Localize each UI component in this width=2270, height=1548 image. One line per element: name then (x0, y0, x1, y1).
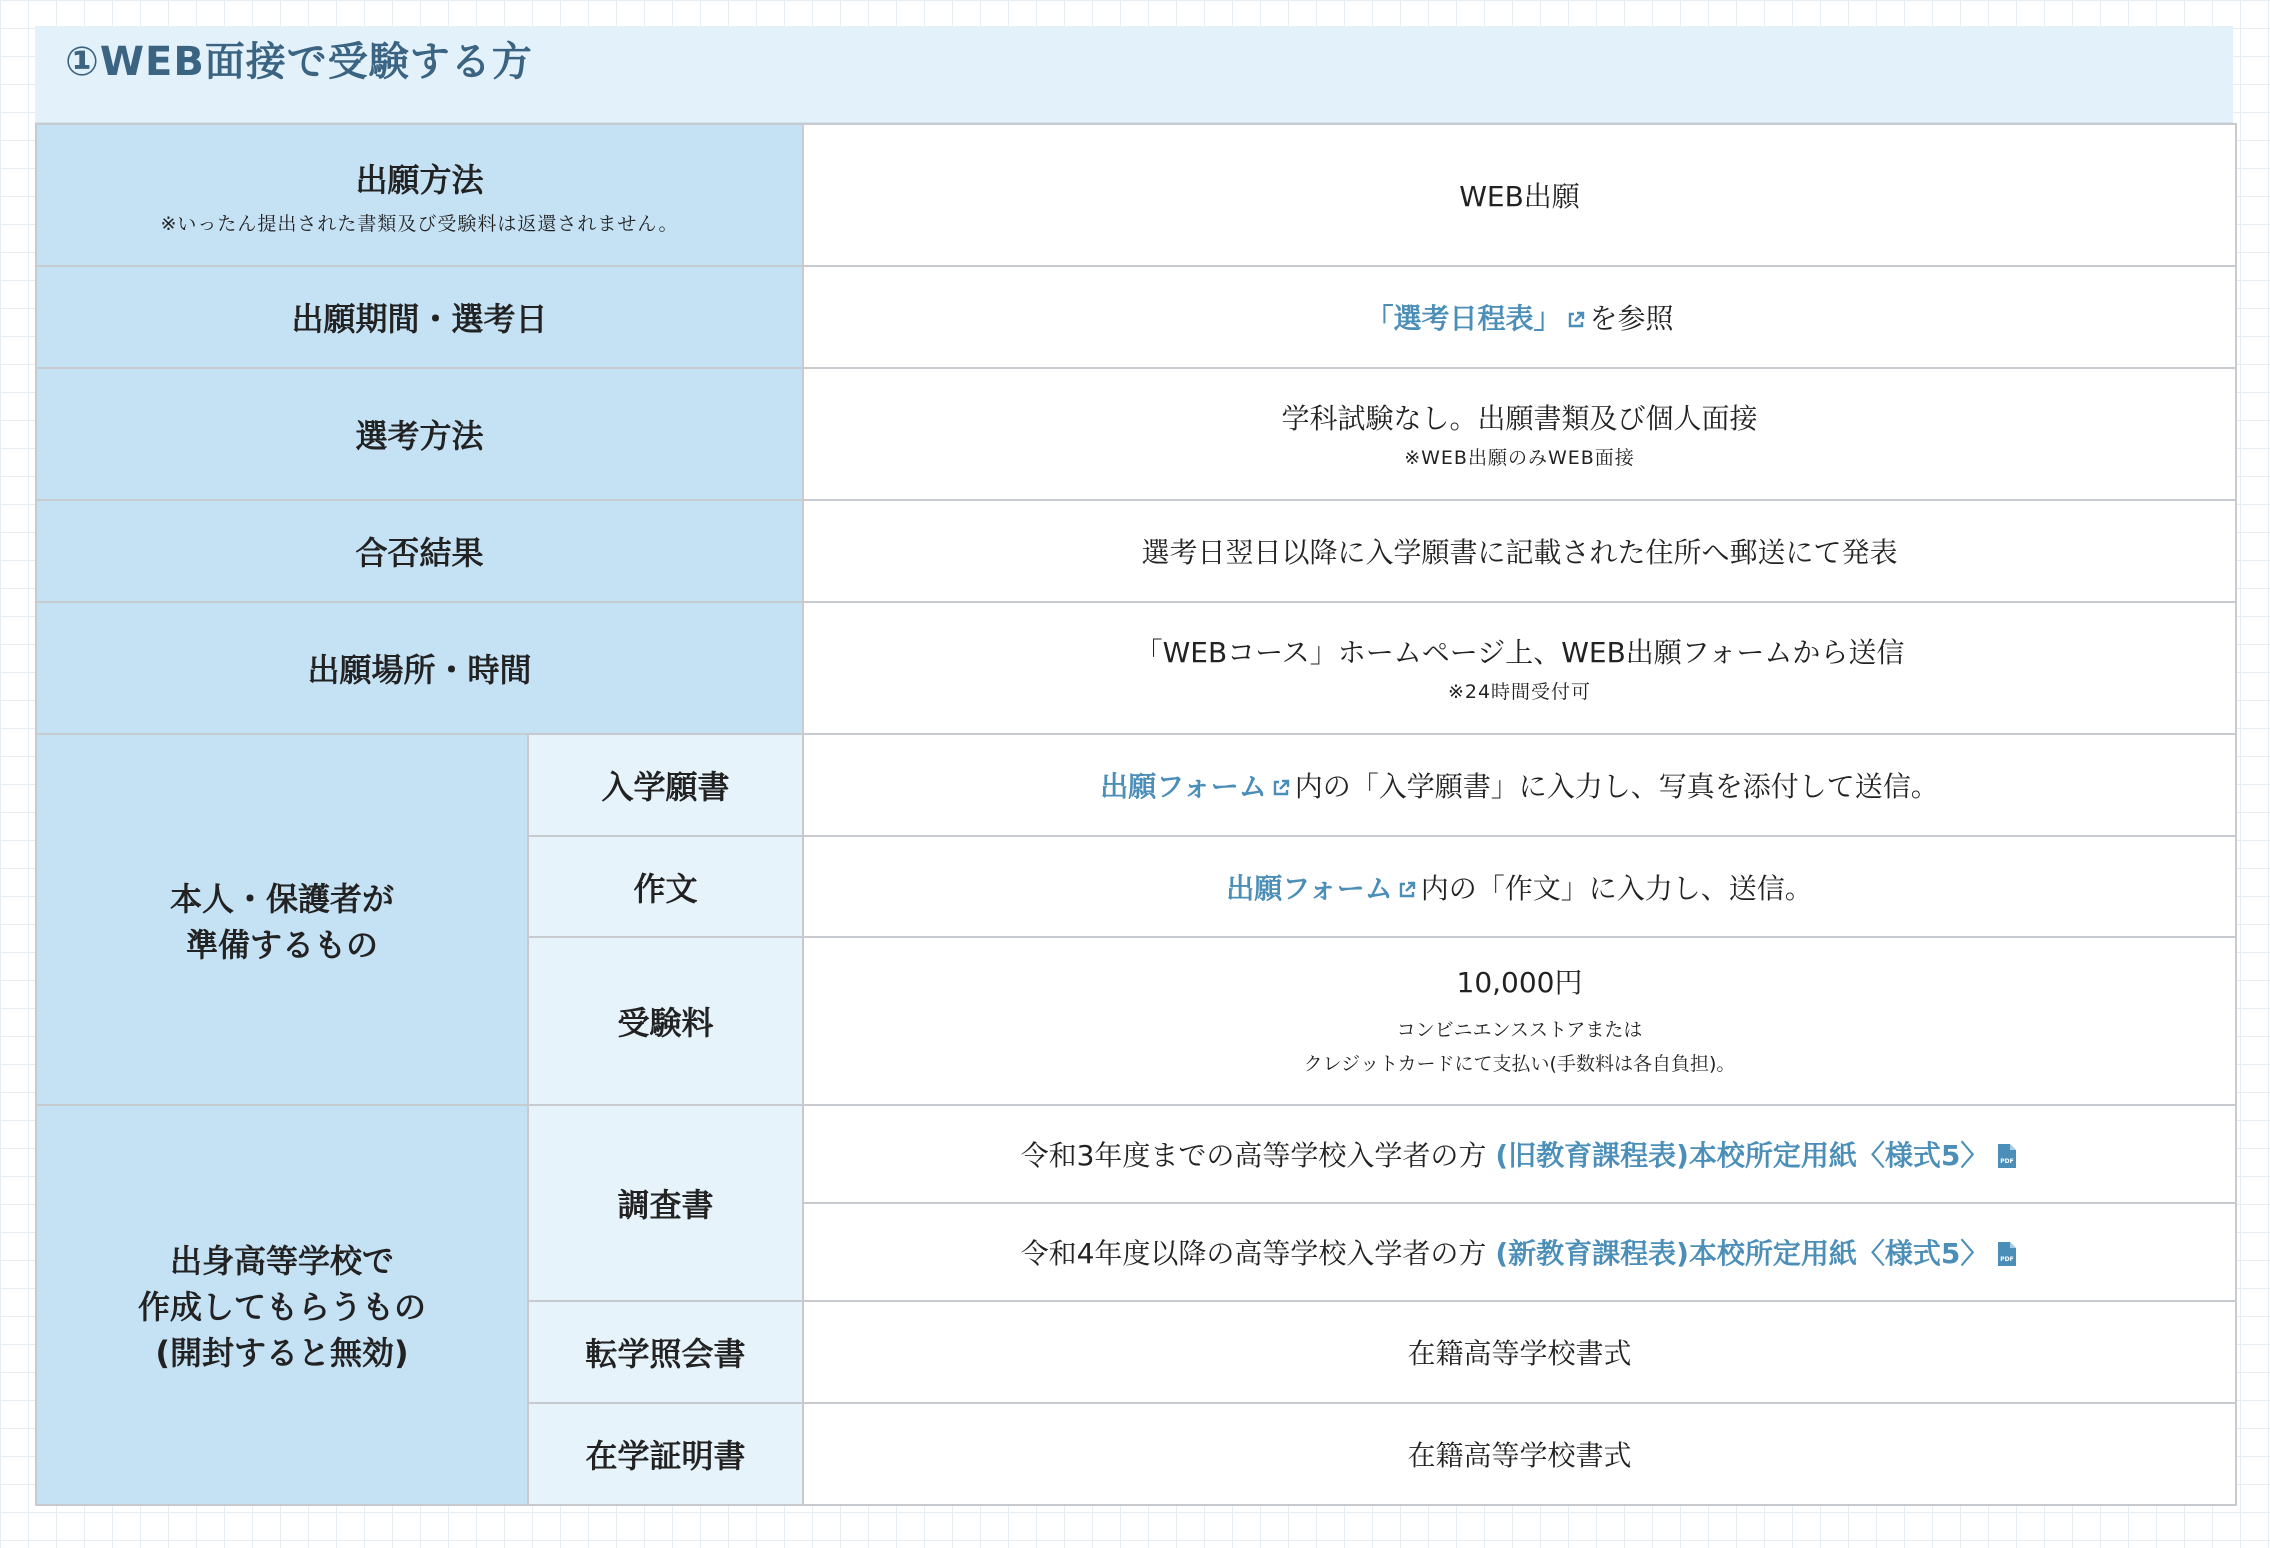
result-value: 選考日翌日以降に入学願書に記載された住所へ郵送にて発表 (803, 500, 2236, 602)
report-new-value (803, 1203, 2236, 1301)
schedule-link[interactable]: 「選考日程表」 (1365, 302, 1562, 336)
report-old-value (803, 1105, 2236, 1202)
selection-value: 学科試験なし。出願書類及び個人面接 (1281, 402, 1758, 436)
admission-table (35, 123, 2237, 1506)
selection-value-cell (803, 368, 2236, 499)
pdf-label: PDF (2000, 1255, 2015, 1263)
pdf-icon[interactable] (1996, 1143, 2018, 1169)
enrollment-value: 在籍高等学校書式 (803, 1403, 2236, 1505)
place-note: ※24時間受付可 (1447, 681, 1592, 704)
row-result (36, 500, 2236, 602)
row-selection (36, 368, 2236, 499)
fee-note-line1: コンビニエンスストアまたは (1396, 1019, 1643, 1042)
fee-value-cell (803, 937, 2236, 1105)
prepare-group-line2: 準備するもの (185, 925, 378, 964)
external-link-icon[interactable] (1397, 880, 1417, 900)
row-report-old (36, 1105, 2236, 1202)
refund-note: ※いったん提出された書類及び受験料は返還されません。 (160, 212, 679, 235)
prepare-group-line1: 本人・保護者が (169, 879, 394, 918)
application-method-label: 出願方法 (355, 160, 484, 199)
external-link-icon[interactable] (1271, 778, 1291, 798)
row-period (36, 266, 2236, 368)
report-new-link[interactable]: (新教育課程表)本校所定用紙〈様式5〉 (1495, 1236, 1989, 1270)
application-method-value: WEB出願 (803, 124, 2236, 266)
school-group-line1: 出身高等学校で (169, 1242, 394, 1281)
transfer-value: 在籍高等学校書式 (803, 1301, 2236, 1403)
application-form-link[interactable]: 出願フォーム (1100, 769, 1267, 803)
report-label: 調査書 (528, 1105, 803, 1300)
pdf-label: PDF (2000, 1157, 2015, 1165)
selection-label: 選考方法 (36, 368, 803, 499)
essay-value (803, 836, 2236, 937)
external-link-icon[interactable] (1566, 310, 1586, 330)
place-value-cell (803, 602, 2236, 734)
period-label: 出願期間・選考日 (36, 266, 803, 368)
essay-label: 作文 (528, 836, 803, 937)
report-new-prefix: 令和4年度以降の高等学校入学者の方 (1020, 1236, 1487, 1270)
essay-suffix: 内の「作文」に入力し、送信。 (1420, 871, 1813, 905)
school-group-line2: 作成してもらうもの (137, 1288, 426, 1327)
place-value: 「WEBコース」ホームページ上、WEB出願フォームから送信 (1134, 636, 1905, 670)
prepare-group-label (36, 734, 528, 1106)
application-form-value (803, 734, 2236, 836)
report-old-link[interactable]: (旧教育課程表)本校所定用紙〈様式5〉 (1495, 1138, 1989, 1172)
enrollment-label: 在学証明書 (528, 1403, 803, 1505)
school-group-line3: (開封すると無効) (155, 1334, 409, 1373)
fee-amount: 10,000円 (1456, 966, 1583, 1000)
row-application-method (36, 124, 2236, 266)
period-suffix: を参照 (1589, 302, 1674, 336)
essay-form-link[interactable]: 出願フォーム (1226, 871, 1393, 905)
row-application-form (36, 734, 2236, 836)
application-form-label: 入学願書 (528, 734, 803, 836)
application-form-suffix: 内の「入学願書」に入力し、写真を添付して送信。 (1294, 769, 1939, 803)
place-label: 出願場所・時間 (36, 602, 803, 734)
pdf-icon[interactable] (1996, 1241, 2018, 1267)
period-value (803, 266, 2236, 368)
fee-note-line2: クレジットカードにて支払い(手数料は各自負担)。 (1303, 1053, 1736, 1076)
fee-label: 受験料 (528, 937, 803, 1105)
section-title: ①WEB面接で受験する方 (65, 39, 533, 85)
result-label: 合否結果 (36, 500, 803, 602)
school-group-label (36, 1105, 528, 1505)
application-method-header (36, 124, 803, 266)
transfer-label: 転学照会書 (528, 1301, 803, 1403)
fee-note (814, 1013, 2225, 1081)
report-old-prefix: 令和3年度までの高等学校入学者の方 (1020, 1138, 1487, 1172)
row-place (36, 602, 2236, 734)
selection-note: ※WEB出願のみWEB面接 (1404, 447, 1635, 470)
